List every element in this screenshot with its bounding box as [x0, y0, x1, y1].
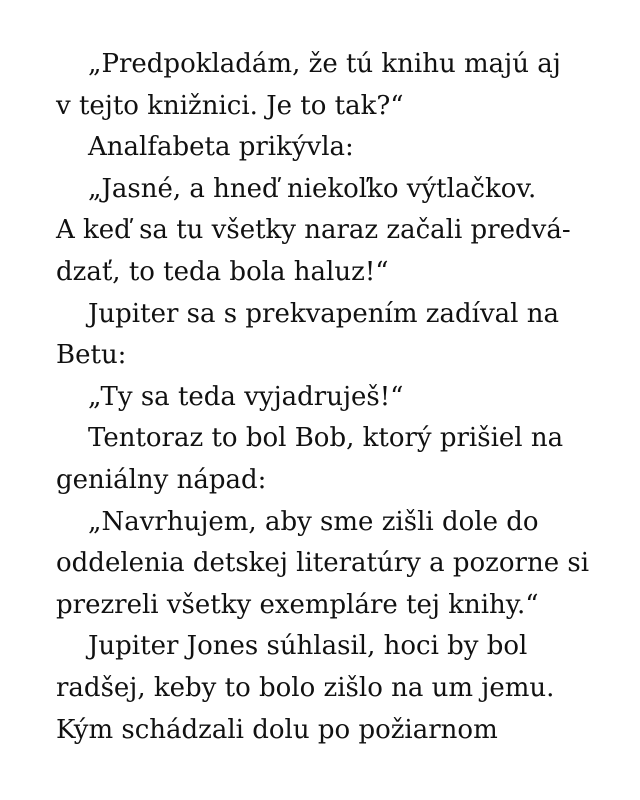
book-page-text: [56, 44, 590, 751]
text-line: v tejto knižnici. Je to tak?“: [56, 90, 404, 121]
text-line: Tentoraz to bol Bob, ktorý prišiel na: [88, 423, 564, 454]
text-line: A keď sa tu všetky naraz začali predvá-: [56, 215, 571, 246]
text-line: Kým schádzali dolu po požiarnom: [56, 714, 498, 745]
text-line: „Jasné, a hneď niekoľko výtlačkov.: [88, 173, 537, 204]
text-line: Jupiter Jones súhlasil, hoci by bol: [88, 631, 528, 662]
text-line: „Ty sa teda vyjadruješ!“: [88, 381, 404, 412]
text-line: Analfabeta prikývla:: [88, 132, 354, 163]
text-line: Jupiter sa s prekvapením zadíval na: [88, 298, 559, 329]
text-line: geniálny nápad:: [56, 464, 267, 495]
text-line: Betu:: [56, 340, 127, 371]
text-line: radšej, keby to bolo zišlo na um jemu.: [56, 672, 555, 703]
text-line: prezreli všetky exempláre tej knihy.“: [56, 589, 539, 620]
text-line: „Navrhujem, aby sme zišli dole do: [88, 506, 539, 537]
text-line: oddelenia detskej literatúry a pozorne si: [56, 548, 590, 579]
text-line: dzať, to teda bola haluz!“: [56, 256, 389, 287]
text-line: „Predpokladám, že tú knihu majú aj: [88, 49, 561, 79]
